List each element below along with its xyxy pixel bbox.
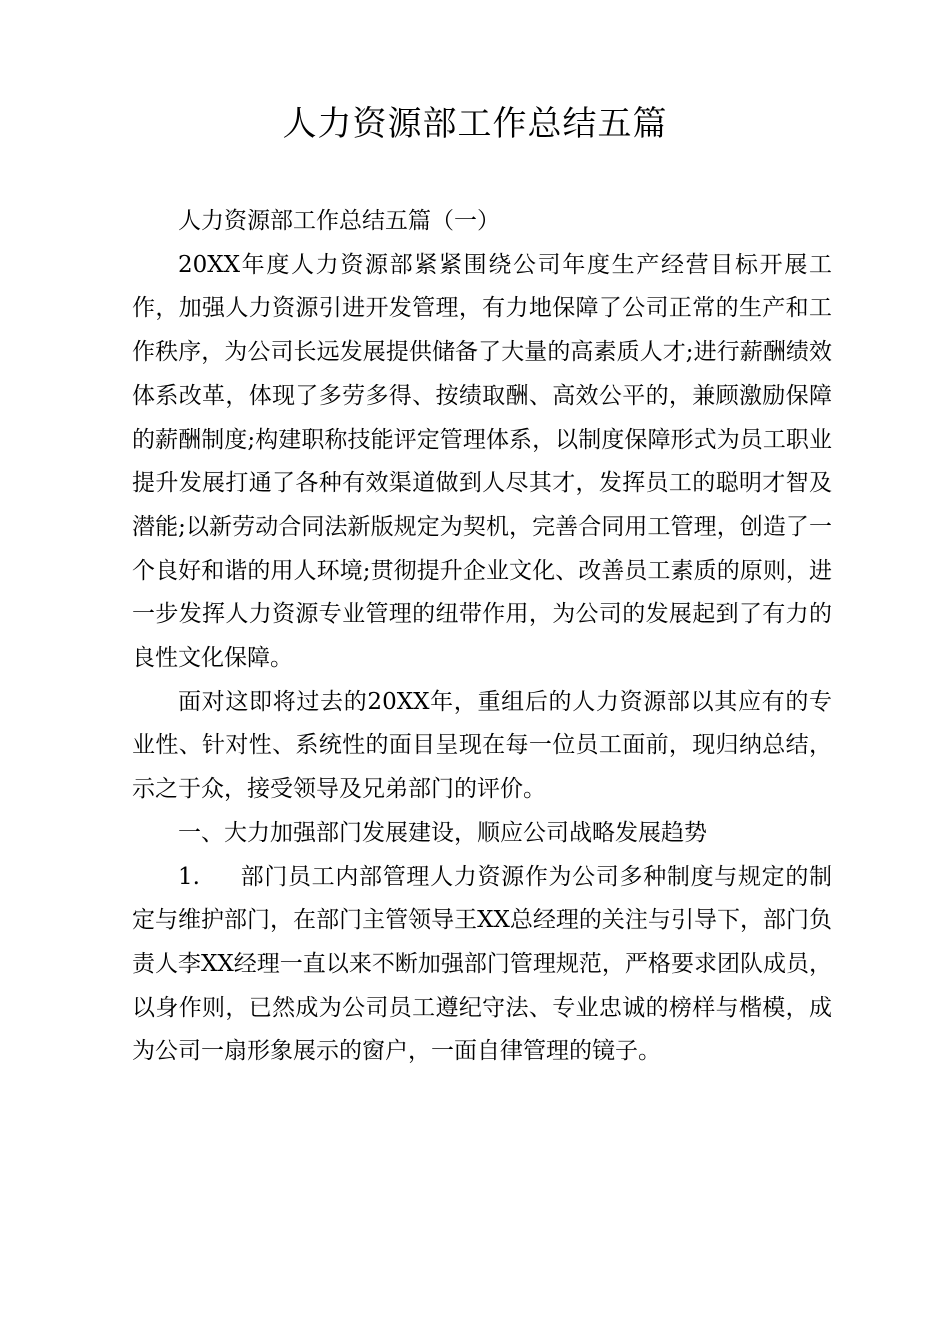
section-one-heading: 一、大力加强部门发展建设，顺应公司战略发展趋势 — [178, 819, 707, 846]
paragraph-intro: 20XX年度人力资源部紧紧围绕公司年度生产经营目标开展工作，加强人力资源引进开发管理，有力地保障了公司正常的生产和工作秩序，为公司长远发展提供储备了大量的高素质人才;进行薪酬绩效体系改革，体现了多劳多得、按绩取酬、高效公平的，兼顾激励保障的薪酬制度;构建职称技能评定管理体系，以制度保障形式为员工职业提升发展打通了各种有效渠道做到人尽其才，发挥员工的聪明才智及潜能;以新劳动合同法新版规定为契机，完善合同用工管理，创造了一个良好和谐的用人环境;贯彻提升企业文化、改善员工素质的原则，进一步发挥人力资源专业管理的纽带作用，为公司的发展起到了有力的良性文化保障。 — [132, 251, 832, 672]
numbered-item-1 — [132, 856, 832, 1075]
item-number: 1. — [178, 863, 200, 890]
document-body — [132, 200, 832, 1074]
section-heading: 人力资源部工作总结五篇（一） — [178, 208, 500, 234]
paragraph-review: 面对这即将过去的20XX年，重组后的人力资源部以其应有的专业性、针对性、系统性的面目呈现在每一位员工面前，现归纳总结，示之于众，接受领导及兄弟部门的评价。 — [132, 688, 832, 803]
document-title: 人力资源部工作总结五篇 — [282, 104, 668, 144]
item-text: 部门员工内部管理人力资源作为公司多种制度与规定的制定与维护部门，在部门主管领导王XX总经理的关注与引导下，部门负责人李XX经理一直以来不断加强部门管理规范，严格要求团队成员，以身作则，已然成为公司员工遵纪守法、专业忠诚的榜样与楷模，成为公司一扇形象展示的窗户，一面自律管理的镜子。 — [132, 863, 832, 1065]
